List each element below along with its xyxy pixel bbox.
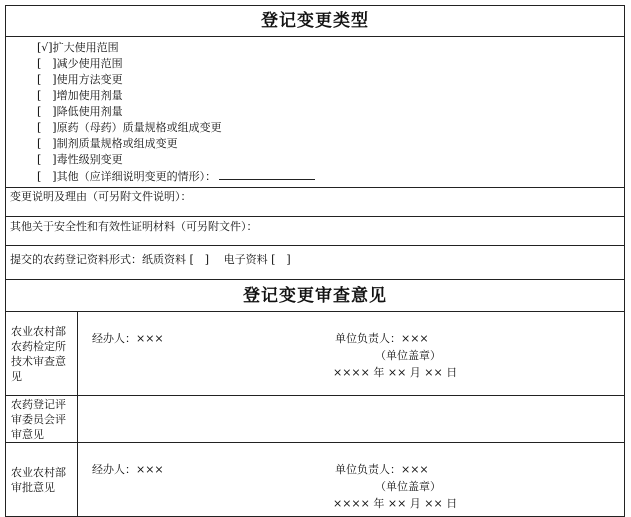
section-title-review: 登记变更审查意见 bbox=[6, 280, 624, 312]
checkbox-formulation-spec-change[interactable]: [ ]制剂质量规格或组成变更 bbox=[37, 137, 178, 150]
change-type-checklist bbox=[6, 37, 624, 188]
checkbox-usage-method-change[interactable]: [ ]使用方法变更 bbox=[37, 73, 123, 86]
review-row-ministry bbox=[6, 443, 624, 516]
handler-text: 经办人：××× bbox=[92, 463, 164, 476]
section-title-change-type: 登记变更类型 bbox=[6, 6, 624, 37]
review-content[interactable] bbox=[78, 443, 624, 516]
checkbox-other-label: [ ]其他（应详细说明变更的情形）： bbox=[37, 170, 217, 183]
checkbox-toxicity-change[interactable]: [ ]毒性级别变更 bbox=[37, 153, 123, 166]
checkbox-expand-scope[interactable]: [√]扩大使用范围 bbox=[37, 41, 119, 54]
checkbox-other[interactable] bbox=[37, 168, 624, 184]
leader-text: 单位负责人：××× bbox=[335, 332, 429, 345]
reason-field[interactable]: 变更说明及理由（可另附文件说明）： bbox=[6, 188, 624, 217]
other-fill-line[interactable] bbox=[219, 168, 315, 180]
review-row-technical bbox=[6, 312, 624, 396]
date-text: ×××× 年 ×× 月 ×× 日 bbox=[333, 366, 458, 379]
date-text: ×××× 年 ×× 月 ×× 日 bbox=[333, 497, 458, 510]
checkbox-decrease-dosage[interactable]: [ ]降低使用剂量 bbox=[37, 105, 123, 118]
checkbox-increase-dosage[interactable]: [ ]增加使用剂量 bbox=[37, 89, 123, 102]
seal-text: （单位盖章） bbox=[375, 349, 441, 362]
signer-block bbox=[335, 330, 485, 381]
review-content[interactable] bbox=[78, 396, 624, 442]
review-row-committee bbox=[6, 396, 624, 443]
handler-text: 经办人：××× bbox=[92, 332, 164, 345]
review-label: 农业农村部农药检定所技术审查意见 bbox=[6, 312, 78, 395]
registration-change-form bbox=[5, 5, 625, 517]
signer-block bbox=[335, 461, 485, 512]
review-content[interactable] bbox=[78, 312, 624, 395]
leader-text: 单位负责人：××× bbox=[335, 463, 429, 476]
review-label: 农药登记评审委员会评审意见 bbox=[6, 396, 78, 442]
other-material-field[interactable]: 其他关于安全性和有效性证明材料（可另附文件）： bbox=[6, 217, 624, 246]
submission-format-field[interactable]: 提交的农药登记资料形式：纸质资料 [ ] 电子资料 [ ] bbox=[6, 246, 624, 280]
checkbox-technical-spec-change[interactable]: [ ]原药（母药）质量规格或组成变更 bbox=[37, 121, 222, 134]
review-label: 农业农村部审批意见 bbox=[6, 443, 78, 516]
seal-text: （单位盖章） bbox=[375, 480, 441, 493]
checkbox-reduce-scope[interactable]: [ ]减少使用范围 bbox=[37, 57, 123, 70]
